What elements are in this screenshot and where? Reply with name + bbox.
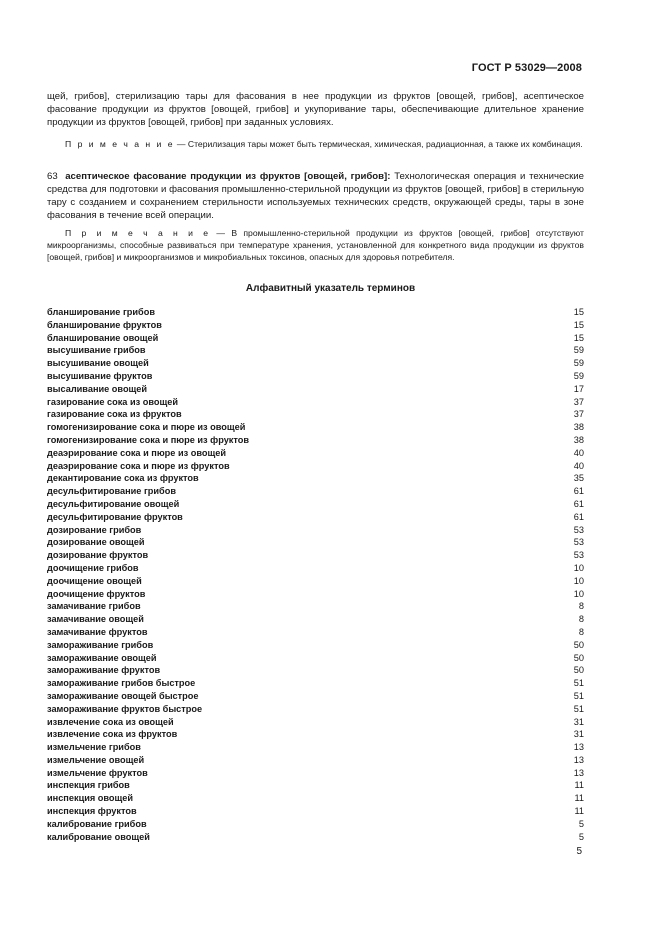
index-page-ref: 10 <box>573 575 584 586</box>
note-text: — В промышленно-стерильной продукции из фруктов [овощей, грибов] отсутствуют микроорганизмы, способные развиваться при температуре хранения, установленной для конкретного вида продукции из фруктов [овощей, грибов] и микроорганизмов и микробиальных токсинов, опасных для здоровья потребителя. <box>47 228 584 262</box>
index-term: дозирование фруктов <box>47 550 149 561</box>
index-page-ref: 17 <box>573 383 584 394</box>
index-page-ref: 13 <box>573 767 584 778</box>
index-page-ref: 8 <box>578 614 584 625</box>
index-entry <box>47 741 584 754</box>
index-entry <box>47 319 584 332</box>
document-header: ГОСТ Р 53029—2008 <box>471 62 582 74</box>
note-label: П р и м е ч а н и е <box>65 139 175 149</box>
index-term: замачивание овощей <box>47 614 144 625</box>
index-entry <box>47 754 584 767</box>
index-term: высушивание овощей <box>47 358 149 369</box>
index-entry <box>47 498 584 511</box>
index-page-ref: 59 <box>573 370 584 381</box>
index-entry <box>47 344 584 357</box>
index-page-ref: 10 <box>573 562 584 573</box>
index-term: замачивание грибов <box>47 601 141 612</box>
index-term: бланширование фруктов <box>47 319 162 330</box>
index-entry <box>47 818 584 831</box>
index-page-ref: 59 <box>573 345 584 356</box>
index-page-ref: 38 <box>573 422 584 433</box>
index-entry <box>47 511 584 524</box>
index-term: высушивание грибов <box>47 345 146 356</box>
index-term: газирование сока из фруктов <box>47 409 182 420</box>
index-page-ref: 13 <box>573 742 584 753</box>
index-entry <box>47 677 584 690</box>
index-page-ref: 11 <box>574 806 584 817</box>
index-page-ref: 61 <box>573 486 584 497</box>
index-page-ref: 5 <box>578 831 584 842</box>
index-term: бланширование овощей <box>47 332 159 343</box>
index-term: дозирование грибов <box>47 524 142 535</box>
index-entry <box>47 472 584 485</box>
index-page-ref: 50 <box>573 652 584 663</box>
index-term: измельчение фруктов <box>47 767 148 778</box>
index-page-ref: 31 <box>573 716 584 727</box>
index-page-ref: 53 <box>573 550 584 561</box>
index-page-ref: 50 <box>573 665 584 676</box>
index-page-ref: 37 <box>573 409 584 420</box>
index-term: замораживание овощей быстрое <box>47 690 199 701</box>
note-sterilization <box>47 138 584 150</box>
paragraph-continuation: щей, грибов], стерилизацию тары для фасования в нее продукции из фруктов [овощей, грибов], асептическое фасование продукции из фруктов [овощей, грибов] и укупоривание тары, обеспечивающие длительное хранение продукции из фруктов [овощей, грибов] при заданных условиях. <box>47 91 584 128</box>
index-term: замораживание грибов быстрое <box>47 678 196 689</box>
index-term: замораживание фруктов быстрое <box>47 703 203 714</box>
index-entry <box>47 332 584 345</box>
index-term: измельчение овощей <box>47 754 145 765</box>
index-term: замораживание фруктов <box>47 665 161 676</box>
index-page-ref: 11 <box>574 793 584 804</box>
index-entry <box>47 805 584 818</box>
index-entry <box>47 652 584 665</box>
index-term: деаэрирование сока и пюре из овощей <box>47 447 226 458</box>
index-entry <box>47 639 584 652</box>
index-page-ref: 53 <box>573 537 584 548</box>
index-entry <box>47 447 584 460</box>
index-entry <box>47 716 584 729</box>
index-entry <box>47 600 584 613</box>
index-term: высаливание овощей <box>47 383 148 394</box>
index-page-ref: 40 <box>573 447 584 458</box>
index-entry <box>47 485 584 498</box>
index-page-ref: 50 <box>573 639 584 650</box>
index-page-ref: 38 <box>573 434 584 445</box>
index-list <box>47 306 584 843</box>
index-entry <box>47 306 584 319</box>
note-label: П р и м е ч а н и е <box>65 228 211 238</box>
index-term: инспекция фруктов <box>47 806 137 817</box>
index-page-ref: 51 <box>573 678 584 689</box>
index-term: десульфитирование грибов <box>47 486 176 497</box>
index-term: доочищение фруктов <box>47 588 146 599</box>
index-page-ref: 61 <box>573 498 584 509</box>
index-page-ref: 13 <box>573 754 584 765</box>
index-entry <box>47 690 584 703</box>
note-text: — Стерилизация тары может быть термическая, химическая, радиационная, а также их комбинация. <box>174 139 583 149</box>
index-term: инспекция овощей <box>47 793 134 804</box>
index-term: доочищение овощей <box>47 575 142 586</box>
index-term: извлечение сока из овощей <box>47 716 174 727</box>
index-term: инспекция грибов <box>47 780 130 791</box>
index-entry <box>47 536 584 549</box>
index-term: деаэрирование сока и пюре из фруктов <box>47 460 230 471</box>
index-entry <box>47 562 584 575</box>
index-term: гомогенизирование сока и пюре из фруктов <box>47 434 250 445</box>
page-number: 5 <box>576 846 582 857</box>
index-entry <box>47 357 584 370</box>
index-entry <box>47 460 584 473</box>
index-entry <box>47 575 584 588</box>
index-page-ref: 8 <box>578 601 584 612</box>
index-entry <box>47 626 584 639</box>
index-term: бланширование грибов <box>47 307 155 317</box>
index-entry <box>47 703 584 716</box>
index-entry <box>47 664 584 677</box>
index-page-ref: 40 <box>573 460 584 471</box>
index-term: калибрование грибов <box>47 818 147 829</box>
index-page-ref: 51 <box>573 703 584 714</box>
index-page-ref: 51 <box>573 690 584 701</box>
index-entry <box>47 408 584 421</box>
index-title: Алфавитный указатель терминов <box>245 283 416 294</box>
index-term: десульфитирование фруктов <box>47 511 183 522</box>
index-page-ref: 15 <box>573 307 584 317</box>
index-entry <box>47 370 584 383</box>
index-entry <box>47 728 584 741</box>
index-term: гомогенизирование сока и пюре из овощей <box>47 422 246 433</box>
index-page-ref: 8 <box>578 626 584 637</box>
index-term: извлечение сока из фруктов <box>47 729 178 740</box>
index-entry <box>47 831 584 844</box>
index-entry <box>47 524 584 537</box>
index-entry <box>47 613 584 626</box>
index-entry <box>47 421 584 434</box>
index-page-ref: 61 <box>573 511 584 522</box>
index-entry <box>47 396 584 409</box>
index-entry <box>47 792 584 805</box>
index-term: дозирование овощей <box>47 537 145 548</box>
index-entry <box>47 434 584 447</box>
index-term: замачивание фруктов <box>47 626 148 637</box>
index-page-ref: 31 <box>573 729 584 740</box>
index-page-ref: 10 <box>573 588 584 599</box>
index-term: высушивание фруктов <box>47 370 153 381</box>
index-term: замораживание грибов <box>47 639 154 650</box>
index-page-ref: 35 <box>573 473 584 484</box>
index-page-ref: 5 <box>578 818 584 829</box>
index-page-ref: 15 <box>573 332 584 343</box>
index-entry <box>47 767 584 780</box>
index-page-ref: 59 <box>573 358 584 369</box>
index-entry <box>47 779 584 792</box>
index-page-ref: 53 <box>573 524 584 535</box>
index-term: калибрование овощей <box>47 831 150 842</box>
index-term: газирование сока из овощей <box>47 396 178 407</box>
index-entry <box>47 549 584 562</box>
note-sterile-product <box>47 227 584 263</box>
term-title: асептическое фасование продукции из фруктов [овощей, грибов]: <box>65 171 391 182</box>
index-term: измельчение грибов <box>47 742 141 753</box>
term-number: 63 <box>47 171 58 182</box>
index-term: декантирование сока из фруктов <box>47 473 199 484</box>
index-page-ref: 11 <box>574 780 584 791</box>
index-term: замораживание овощей <box>47 652 157 663</box>
term-definition-63 <box>47 170 584 222</box>
index-term: десульфитирование овощей <box>47 498 180 509</box>
index-entry <box>47 588 584 601</box>
index-page-ref: 37 <box>573 396 584 407</box>
index-term: доочищение грибов <box>47 562 139 573</box>
term-text: Технологическая операция и технические средства для подготовки и фасования промышленно-стерильной продукции из фруктов [овощей, грибов] в стерильную тару с созданием и сохранением стерильности используемых технических средств, окружающей среды, тары в зоне фасования в течение всей операции. <box>47 171 584 221</box>
index-entry <box>47 383 584 396</box>
index-page-ref: 15 <box>573 319 584 330</box>
